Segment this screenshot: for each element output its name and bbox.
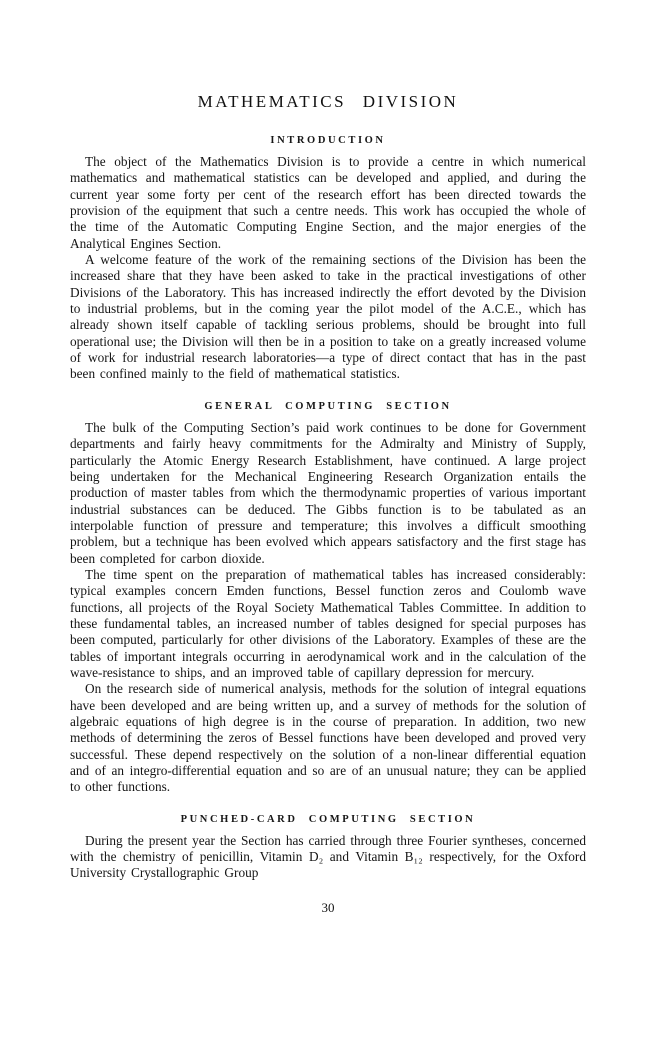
section-introduction — [70, 135, 586, 383]
page-title: MATHEMATICS DIVISION — [197, 92, 459, 111]
paragraph: The bulk of the Computing Section’s paid work continues to be done for Government departments and fairly heavy commitments for the Admiralty and Ministry of Supply, particularly the Atomic Energy Research Establishment, have continued. A large project being undertaken for the Mechanical Engineering Research Organization entails the production of master tables from which the thermodynamic properties of various important industrial substances can be deduced. The Gibbs function is to be tabulated as an interpolable function of pressure and temperature; this involves a difficult smoothing problem, but a technique has been evolved which appears satisfactory and the first stage has been completed for carbon dioxide. — [70, 419, 586, 566]
section-punched-card — [70, 814, 586, 882]
section-general-computing — [70, 401, 586, 796]
paragraph: On the research side of numerical analysis, methods for the solution of integral equations have been developed and are being written up, and a survey of methods for the solution of algebraic equations of high degree is in the course of preparation. In addition, two new methods of determining the zeros of Bessel functions have been developed and proved very successful. These depend respectively on the solution of a non-linear differential equation and of an integro-differential equation and so are of an unusual nature; they can be applied to other functions. — [70, 681, 586, 795]
paragraph: The object of the Mathematics Division is to provide a centre in which numerical mathematics and mathematical statistics can be developed and applied, and during the current year some forty per cent of the research effort has been directed towards the provision of the equipment that such a centre needs. This work has occupied the whole of the time of the Automatic Computing Engine Section, and the major energies of the Analytical Engines Section. — [70, 154, 586, 251]
page-number: 30 — [321, 899, 335, 915]
paragraph: A welcome feature of the work of the remaining sections of the Division has been the increased share that they have been asked to take in the practical investigations of other Divisions of the Laboratory. This has increased indirectly the effort devoted by the Division to industrial problems, but in the coming year the pilot model of the A.C.E., which has already shown itself capable of tackling serious problems, should be brought into full operational use; the Division will then be in a position to take on a greatly increased volume of work for industrial research laboratories—a type of direct contact that has in the past been confined mainly to the field of mathematical statistics. — [70, 252, 586, 382]
paragraph: The time spent on the preparation of mathematical tables has increased considerably: typical examples concern Emden functions, Bessel function zeros and Coulomb wave functions, all projects of the Royal Society Mathematical Tables Committee. In addition to these fundamental tables, an increased number of tables designed for special purposes has been computed, particularly for other divisions of the Laboratory. Examples of these are the tables of important integrals occurring in aerodynamical work and in the calculation of the wave-resistance to ships, and an improved table of capillary depression for mercury. — [70, 566, 586, 680]
paragraph: During the present year the Section has carried through three Fourier syntheses, concerned with the chemistry of penicillin, Vitamin D₂ and Vitamin B₁₂ respectively, for the Oxford University Crystallographic Group — [70, 832, 586, 881]
section-heading-introduction: INTRODUCTION — [270, 135, 386, 146]
section-heading-general-computing: GENERAL COMPUTING SECTION — [204, 400, 452, 412]
section-heading-punched-card: PUNCHED-CARD COMPUTING SECTION — [180, 813, 476, 825]
